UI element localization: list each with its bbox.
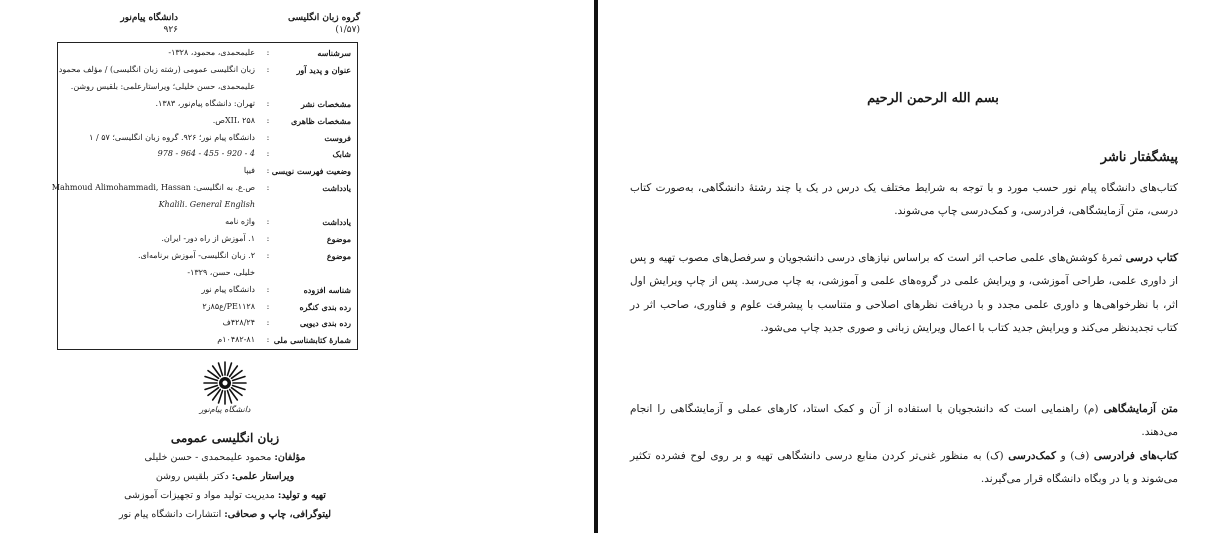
catalog-colon: :	[266, 250, 270, 260]
series-name: گروه زبان انگلیسی	[288, 13, 360, 23]
catalog-label: وضعیت فهرست نویسی	[271, 166, 351, 177]
credit-value: محمود علیمحمدی - حسن خلیلی	[144, 452, 272, 463]
right-page	[598, 0, 1212, 533]
catalog-label: شابک	[332, 149, 351, 160]
catalog-colon: :	[266, 64, 270, 74]
catalog-label: مشخصات ظاهری	[291, 115, 351, 126]
catalog-colon: :	[266, 335, 270, 345]
paragraph-text: (م) راهنمایی است که دانشجویان با استفاده از آن و کمک استاد، کارهای عملی و آزمایشگاهی را انجام می‌دهند.	[630, 403, 1178, 439]
left-page	[0, 0, 596, 533]
catalog-value: تهران: دانشگاه پیام‌نور، ۱۳۸۳.	[155, 98, 255, 108]
catalog-value: Khalili. General English	[158, 200, 255, 210]
catalog-label: رده بندی دیویی	[299, 318, 351, 329]
catalog-colon: :	[266, 318, 270, 328]
catalog-colon: :	[266, 115, 270, 125]
catalog-colon: :	[266, 217, 270, 226]
preface-title: پیشگفتار ناشر	[1100, 150, 1178, 165]
credit-line	[90, 486, 360, 505]
catalog-row	[64, 284, 351, 296]
catalog-colon: :	[266, 166, 270, 176]
catalog-value: 978 - 964 - 455 - 920 - 4	[157, 149, 255, 159]
catalog-colon: :	[266, 132, 270, 142]
catalog-value: خلیلی، حسن، ۱۳۲۹-	[187, 267, 255, 277]
catalog-colon: :	[266, 149, 270, 159]
catalog-value: علیمحمدی، محمود، ۱۳۲۸-	[168, 48, 255, 57]
series-number: (۱/۵۷)	[335, 25, 360, 35]
catalog-row	[51, 182, 351, 194]
catalog-value: علیمحمدی، حسن خلیلی؛ ویراستارعلمی: بلقیس روشن.	[70, 81, 255, 91]
catalog-value: PE۱۱۲۸/ع۸۵ز۲	[202, 301, 255, 311]
credit-label: مؤلفان:	[274, 452, 306, 463]
catalog-colon: :	[266, 284, 270, 294]
catalog-row	[64, 250, 351, 262]
catalog-label: موضوع	[326, 250, 351, 261]
preface-paragraph	[630, 177, 1178, 224]
catalog-row	[58, 64, 351, 76]
catalog-label: رده بندی کنگره	[299, 301, 351, 312]
catalog-value: فیپا	[243, 166, 255, 176]
catalog-value: ۱۰۴۸۲-۸۱م	[217, 335, 255, 345]
catalog-row	[64, 81, 351, 93]
cataloging-record	[51, 42, 358, 350]
series-header	[240, 12, 360, 36]
catalog-value: ۲. زبان انگلیسی- آموزش برنامه‌ای.	[137, 250, 255, 260]
catalog-label: شمارهٔ کتابشناسی ملی	[273, 335, 351, 346]
catalog-value: ۴۲۸/۲۴ف	[222, 318, 255, 328]
catalog-row	[64, 233, 351, 245]
catalog-label: مشخصات نشر	[300, 98, 351, 109]
credit-value: انتشارات دانشگاه پیام نور	[118, 509, 222, 520]
publisher-name: دانشگاه پیام‌نور	[120, 13, 178, 23]
paragraph-text: (ک) به منظور غنی‌تر کردن منابع درسی دانشگاهی تهیه و بر روی لوح فشرده تکثیر می‌شوند و یا در وبگاه دانشگاه قرار می‌گیرند.	[630, 450, 1178, 486]
publisher-header	[58, 12, 178, 36]
catalog-row	[64, 148, 351, 160]
term-supplementary: کتاب‌های فرادرسی	[1093, 450, 1178, 462]
catalog-label: فروست	[324, 132, 351, 143]
credit-line	[90, 448, 360, 467]
catalog-label: موضوع	[326, 233, 351, 244]
catalog-row	[64, 216, 351, 228]
catalog-colon: :	[266, 183, 270, 193]
preface-paragraph	[630, 247, 1178, 341]
preface-paragraph	[630, 398, 1178, 445]
credit-label: لیتوگرافی، چاپ و صحافی:	[224, 509, 332, 520]
catalog-colon: :	[266, 98, 270, 108]
catalog-row	[64, 165, 351, 177]
paragraph-text: ثمرهٔ کوشش‌های علمی صاحب اثر است که براساس نیازهای درسی دانشجویان و سرفصل‌های مصوب تهیه و پس از داوری علمی، طراحی آموزشی، و ویرایش علمی در گروه‌های علمی و آموزشی، به چاپ می‌رسد. پس از چاپ ویرایش اول اثر، با نظرخواهی‌ها و داوری علمی مجدد و با دریافت نظرهای اصلاحی و متناسب با پیشرفت علوم و فناوری، صاحب اثر در کتاب تجدیدنظر می‌کند و ویرایش جدید کتاب با اعمال ویرایش زبانی و صوری جدید چاپ می‌شود.	[630, 252, 1178, 335]
credit-line	[90, 505, 360, 524]
catalog-row	[64, 115, 351, 127]
credit-label: تهیه و تولید:	[277, 490, 326, 501]
credit-value: دکتر بلقیس روشن	[155, 471, 229, 482]
term-auxiliary: کمک‌درسی	[1008, 450, 1056, 462]
publisher-number: ۹۲۶	[163, 25, 178, 35]
university-logo-icon	[202, 360, 248, 406]
catalog-colon: :	[266, 233, 270, 243]
catalog-row	[64, 301, 351, 313]
catalog-value: واژه نامه	[225, 217, 255, 226]
catalog-value: زبان انگلیسی عمومی (رشته زبان انگلیسی) / مؤلف محمود	[58, 64, 255, 74]
term-textbook: کتاب درسی	[1125, 252, 1178, 264]
catalog-row	[64, 334, 351, 346]
catalog-row	[64, 98, 351, 110]
paragraph-text: کتاب‌های دانشگاه پیام نور حسب مورد و با توجه به شرایط مختلف یک درس در یک یا چند رشتهٔ دانشگاهی، به‌صورت کتاب درسی، متن آزمایشگاهی، فرادرسی، و کمک‌درسی چاپ می‌شوند.	[630, 182, 1178, 218]
preface-paragraph	[630, 445, 1178, 492]
catalog-row	[64, 199, 351, 211]
catalog-label: یادداشت	[322, 217, 351, 227]
catalog-label: یادداشت	[322, 183, 351, 194]
book-credits	[90, 428, 360, 524]
catalog-value: دانشگاه پیام نور؛ ۹۲۶. گروه زبان انگلیسی؛ ۵۷ / ۱	[89, 132, 255, 142]
catalog-colon: :	[266, 48, 270, 57]
book-title: زبان انگلیسی عمومی	[170, 431, 280, 445]
credit-label: ویراستار علمی:	[231, 471, 295, 482]
term-lab-text: متن آزمایشگاهی	[1103, 403, 1178, 415]
catalog-value: دانشگاه پیام نور	[201, 284, 255, 294]
catalog-row	[64, 267, 351, 279]
credit-line	[90, 467, 360, 486]
catalog-label: شناسه افزوده	[303, 284, 351, 295]
catalog-value: ۱. آموزش از راه دور- ایران.	[161, 233, 255, 243]
paragraph-text: (ف) و	[1056, 450, 1094, 462]
catalog-row	[64, 132, 351, 144]
catalog-row	[64, 47, 351, 59]
catalog-row	[64, 317, 351, 329]
catalog-label: عنوان و پدید آور	[296, 64, 351, 75]
logo-caption: دانشگاه پیام‌نور	[199, 405, 251, 414]
catalog-label: سرشناسه	[317, 48, 351, 58]
catalog-value: XII، ۲۵۸ص.	[212, 115, 255, 125]
credit-value: مدیریت تولید مواد و تجهیزات آموزشی	[124, 490, 275, 501]
basmala: بسم الله الرحمن الرحیم	[867, 91, 999, 106]
catalog-colon: :	[266, 301, 270, 311]
catalog-value: ص.ع. به انگلیسی: Mahmoud Alimohammadi, Hassan	[51, 183, 255, 193]
